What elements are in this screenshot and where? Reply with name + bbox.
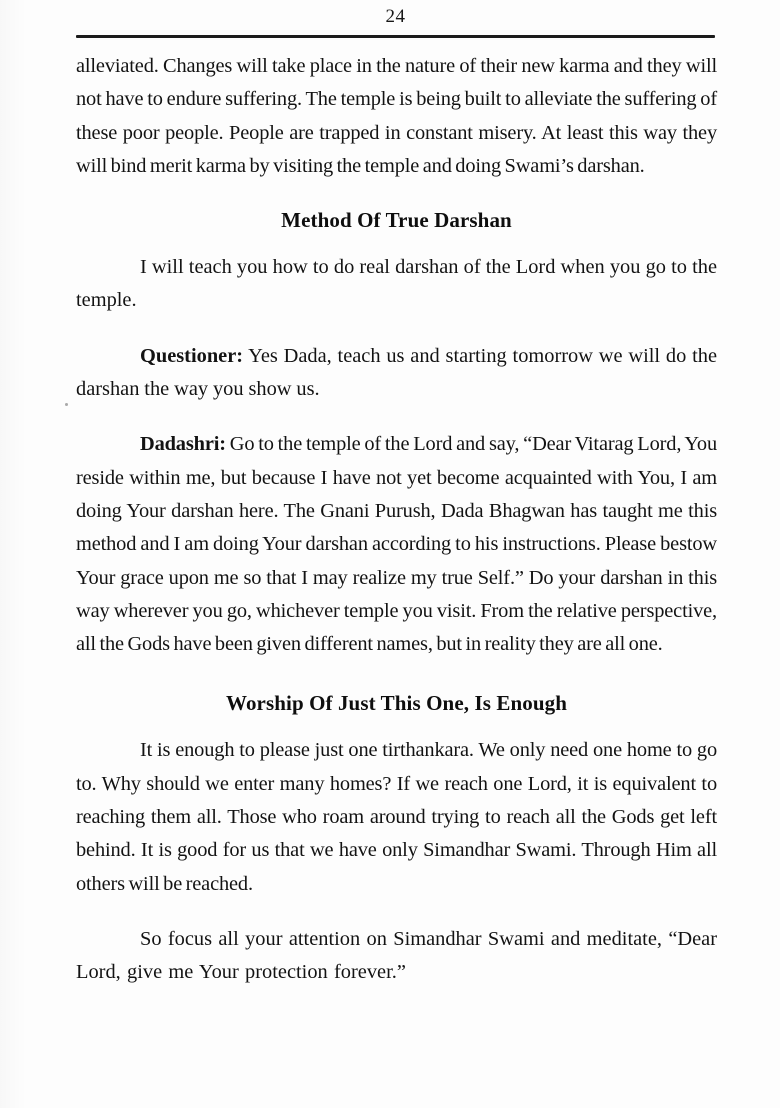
spacer — [76, 718, 717, 734]
paragraph-questioner — [76, 340, 717, 407]
paragraph-questioner-text: Yes Dada, teach us and starting tomorrow we will do the darshan the way you show us. — [76, 344, 717, 401]
speaker-label-questioner: Questioner: — [140, 344, 244, 367]
speaker-label-dadashri: Dadashri: — [140, 433, 226, 456]
paragraph-continued: alleviated. Changes will take place in the nature of their new karma and they will not have to endure suffering. The temple is being built to alleviate the suffering of these poor people. People are trapped in constant misery. At least this way they will bind merit karma by visiting the temple and doing Swami’s darshan. — [76, 55, 717, 177]
scan-speck-artifact — [65, 403, 68, 406]
section-heading-method-of-true-darshan: Method Of True Darshan — [281, 208, 512, 233]
page-header — [76, 6, 715, 28]
page-number: 24 — [385, 6, 406, 27]
body-text-block — [76, 50, 717, 990]
spacer — [76, 661, 717, 688]
section-heading-worship-of-just-this-one: Worship Of Just This One, Is Enough — [226, 691, 567, 716]
spacer — [76, 183, 717, 205]
paragraph-dadashri — [76, 428, 717, 661]
paragraph-dadashri-text: Go to the temple of the Lord and say, “Dear Vitarag Lord, You reside within me, but because I have not yet become acquainted with You, I am doing Your darshan here. The Gnani Purush, Dada Bhagwan has taught me this method and I am doing Your darshan according to his instructions. Please bestow Your grace upon me so that I may realize my true Self.” Do your darshan in this way wherever you go, whichever temple you visit. From the relative perspective, all the Gods have been given different names, but in reality they are all one. — [76, 433, 717, 656]
paragraph-one-tirthankara: It is enough to please just one tirthankara. We only need one home to go to. Why should we enter many homes? If we reach one Lord, it is equivalent to reaching them all. Those who roam around trying to reach all the Gods get left behind. It is good for us that we have only Simandhar Swami. Through Him all others will be reached. — [76, 739, 717, 895]
header-divider-rule — [76, 35, 715, 38]
spacer — [76, 901, 717, 923]
paragraph-focus-attention: So focus all your attention on Simandhar Swami and meditate, “Dear Lord, give me Your protection forever.” — [76, 927, 717, 984]
spacer — [76, 235, 717, 251]
scan-edge-shading — [0, 0, 26, 1108]
spacer — [76, 318, 717, 340]
spacer — [76, 406, 717, 428]
paragraph-teach-darshan: I will teach you how to do real darshan of the Lord when you go to the temple. — [76, 256, 717, 312]
